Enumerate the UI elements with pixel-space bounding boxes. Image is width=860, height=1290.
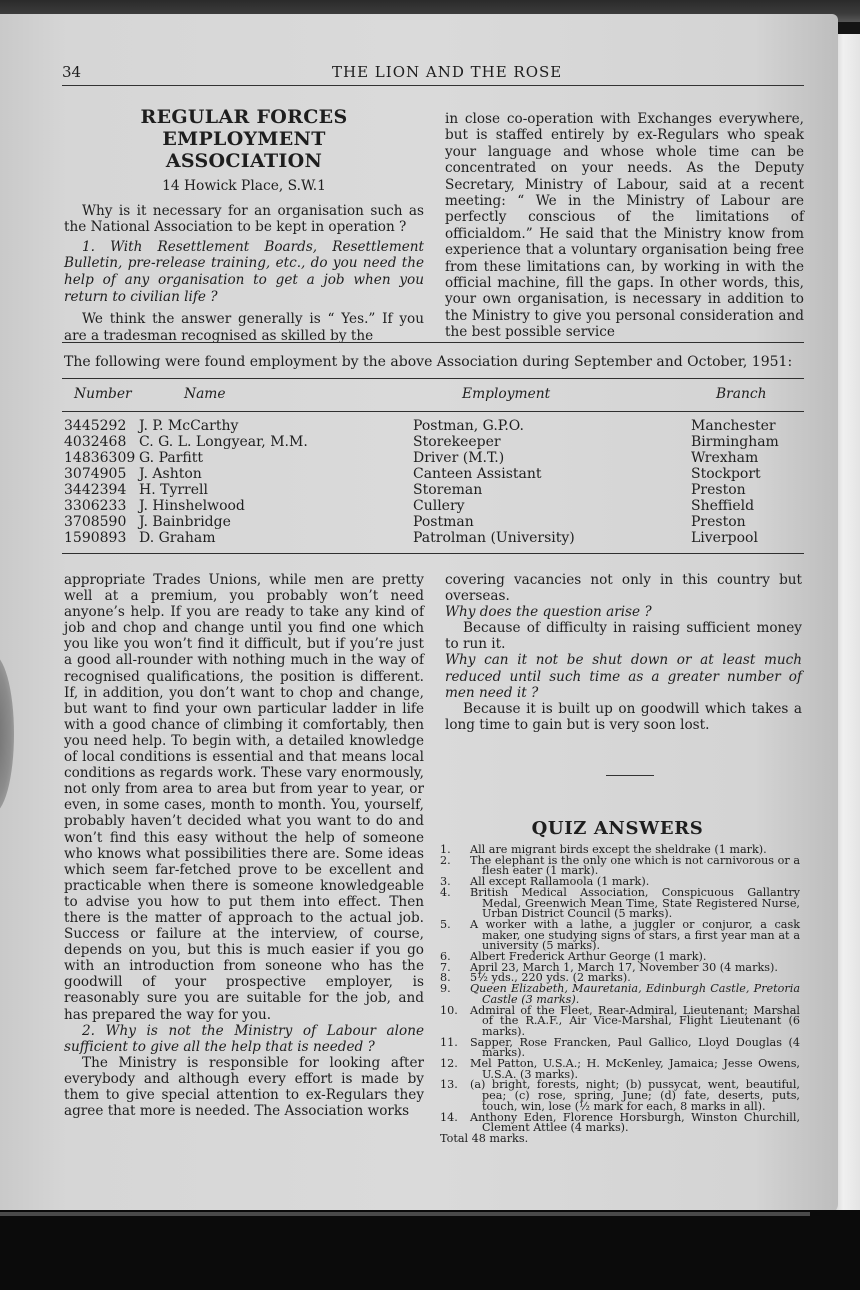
quiz-item — [440, 1080, 800, 1112]
th-number: Number — [74, 386, 132, 402]
quiz-item-number: 1. — [440, 843, 451, 856]
quiz-item — [440, 1035, 800, 1060]
quiz-item-text: (a) bright, forests, night; (b) pussycat, went, beautiful, pea; (c) rose, spring, June; (d) fate, deserts, puts, touch, win, lose (½ mark for each, 8 marks in all). — [470, 1078, 800, 1113]
table-row — [64, 482, 804, 498]
cell-number: 3445292 — [64, 418, 127, 434]
right-col-bottom-text: covering vacancies not only in this country but overseas. — [445, 572, 802, 605]
quiz-item-number: 12. — [440, 1057, 458, 1071]
quiz-item — [440, 984, 800, 1005]
article-left-top — [64, 106, 424, 344]
table-caption: The following were found employment by the above Association during September and October, 1951: — [64, 354, 793, 370]
cell-employment: Canteen Assistant — [413, 466, 542, 482]
headline-line-2: ASSOCIATION — [165, 150, 323, 172]
journal-title: THE LION AND THE ROSE — [332, 63, 563, 81]
quiz-item-text: British Medical Association, Conspicuous Gallantry Medal, Greenwich Mean Time, State Registered Nurse, Urban District Council (5 marks). — [470, 885, 800, 921]
section-divider — [606, 775, 654, 776]
article-right-bottom — [445, 572, 802, 733]
quiz-total: Total 48 marks. — [440, 1131, 529, 1145]
left-col-bottom-text: appropriate Trades Unions, while men are pretty well at a premium, you probably won’t need anyone’s help. If you are ready to take any kind of job and chop and change until you find one which you like you won’t find it difficult, but if you’re just a good all-rounder with nothing much in the way of recognised qualifications, the position is different. If, in addition, you don’t want to chop and change, but want to find your own particular ladder in life with a good chance of climbing it comfortably, then you need help. To begin with, a detailed knowledge of local conditions is essential and that means local conditions as regards work. These vary enormously, not only from area to area but from year to year, or even, in some cases, month to month. You, yourself, probably haven’t decided what you want to do and won’t find this easy without the help of someone who knows what possibilities there are. Some ideas which seem far-fetched prove to be excellent and practicable when there is someone knowledgeable to advise you how to put them into effect. Then there is the matter of approach to the actual job. Success or failure at the interview, of course, depends on you, but this is much easier if you go with an introduction from soneone who has the goodwill of your prospective employer, is reasonably sure you are suitable for the job, and has prepared the way for you. — [64, 572, 424, 1023]
question-2: 2. Why is not the Ministry of Labour alone sufficient to give all the help that is needed ? — [64, 1022, 424, 1055]
quiz-item-number: 13. — [440, 1078, 458, 1092]
cell-branch: Manchester — [691, 418, 776, 434]
quiz-item-number: 5. — [440, 917, 451, 931]
cell-branch: Birmingham — [691, 434, 779, 450]
page-number: 34 — [62, 63, 82, 81]
table-bottom-rule — [62, 553, 804, 554]
quiz-item-text: 5½ yds., 220 yds. (2 marks). — [470, 971, 631, 985]
quiz-item — [440, 917, 800, 953]
cell-employment: Storekeeper — [413, 434, 501, 450]
quiz-item-text: Sapper, Rose Francken, Paul Gallico, Lloyd Douglas (4 marks). — [470, 1035, 800, 1060]
quiz-item-number: 3. — [440, 875, 451, 889]
cell-number: 3442394 — [64, 482, 127, 498]
running-head — [62, 63, 804, 86]
table-header-top-rule — [62, 378, 804, 379]
question-3: Why does the question arise ? — [445, 604, 652, 621]
quiz-item-number: 7. — [440, 960, 451, 974]
quiz-item-number: 9. — [440, 982, 451, 996]
cell-number: 1590893 — [64, 530, 127, 546]
cell-name: J. Bainbridge — [139, 514, 231, 530]
cell-name: D. Graham — [139, 530, 216, 546]
quiz-item — [440, 1059, 800, 1080]
answer-2: The Ministry is responsible for looking after everybody and although every effort is made by them to give special attention to ex-Regulars they agree that more is needed. The Association works — [64, 1054, 424, 1120]
cell-employment: Cullery — [413, 498, 465, 514]
quiz-answers-list — [440, 845, 800, 1145]
cell-number: 3306233 — [64, 498, 127, 514]
cell-employment: Storeman — [413, 482, 483, 498]
cell-employment: Postman, G.P.O. — [413, 418, 524, 434]
cell-employment: Patrolman (University) — [413, 530, 575, 546]
cell-branch: Stockport — [691, 466, 761, 482]
article-right-top — [445, 111, 804, 341]
quiz-item — [440, 1110, 800, 1135]
quiz-item-text: Mel Patton, U.S.A.; H. McKenley, Jamaica; Jesse Owens, U.S.A. (3 marks). — [470, 1057, 800, 1081]
cell-employment: Postman — [413, 514, 474, 530]
table-header-bottom-rule — [62, 411, 804, 412]
table-row — [64, 434, 804, 450]
cell-branch: Wrexham — [691, 450, 759, 466]
cell-branch: Preston — [691, 482, 746, 498]
table-row — [64, 530, 804, 546]
quiz-title: QUIZ ANSWERS — [531, 818, 704, 839]
quiz-item — [440, 885, 800, 921]
headline-line-1: REGULAR FORCES EMPLOYMENT — [140, 106, 348, 150]
cell-number: 4032468 — [64, 434, 127, 450]
question-1: 1. With Resettlement Boards, Resettlement Bulletin, pre-release training, etc., do you need the help of any organisation to get a job when you return to civilian life ? — [64, 238, 424, 305]
table-row — [64, 450, 804, 466]
cell-branch: Liverpool — [691, 530, 758, 546]
answer-1-start: We think the answer generally is “ Yes.” If you are a tradesman recognised as skilled by the — [64, 311, 424, 344]
quiz-item — [440, 1003, 800, 1038]
table-row — [64, 466, 804, 482]
table-row — [64, 418, 804, 434]
right-col-top-text: in close co-operation with Exchanges everywhere, but is staffed entirely by ex-Regulars who speak your language and whose whole time can be concentrated on your needs. As the Deputy Secretary, Ministry of Labour, said at a recent meeting: “ We in the Ministry of Labour are perfectly conscious of the limitations of officialdom.” He said that the Ministry know from experience that a voluntary organisation being free from these limitations can, by working in with the official machine, fill the gaps. In other words, this, your own organisation, is necessary in addition to the Ministry to give you personal consideration and the best possible service — [445, 111, 804, 341]
question-4: Why can it not be shut down or at least much reduced until such time as a greater number of men need it ? — [445, 652, 802, 701]
table-row — [64, 514, 804, 530]
cell-employment: Driver (M.T.) — [413, 450, 505, 466]
table-row — [64, 498, 804, 514]
quiz-item-number: 6. — [440, 950, 451, 964]
th-branch: Branch — [716, 386, 767, 402]
article-address: 14 Howick Place, S.W.1 — [162, 178, 326, 194]
quiz-item-number: 10. — [440, 1003, 458, 1017]
th-employment: Employment — [462, 386, 551, 402]
answer-4: Because it is built up on goodwill which takes a long time to gain but is very soon lost. — [445, 700, 802, 733]
book-bottom-edge — [0, 1210, 860, 1290]
quiz-item-text: Queen Elizabeth, Mauretania, Edinburgh Castle, Pretoria Castle (3 marks). — [470, 982, 800, 1006]
table-top-rule — [62, 342, 804, 343]
quiz-item-text: Anthony Eden, Florence Horsburgh, Winston Churchill, Clement Attlee (4 marks). — [470, 1110, 800, 1135]
cell-name: C. G. L. Longyear, M.M. — [139, 434, 308, 450]
quiz-item-number: 2. — [440, 853, 451, 867]
quiz-item-number: 14. — [440, 1110, 458, 1124]
article-left-bottom — [64, 572, 424, 1119]
cell-branch: Sheffield — [691, 498, 755, 514]
intro-question: Why is it necessary for an organisation such as the National Association to be kept in operation ? — [64, 202, 424, 236]
cell-name: J. Ashton — [139, 466, 202, 482]
cell-number: 3708590 — [64, 514, 127, 530]
quiz-item-text: A worker with a lathe, a juggler or conjuror, a cask maker, one studying signs of stars, a first year man at a university (5 marks). — [470, 917, 800, 953]
cell-number: 3074905 — [64, 466, 127, 482]
th-name: Name — [184, 386, 226, 402]
quiz-item-number: 8. — [440, 971, 451, 985]
article-headline — [64, 106, 424, 172]
quiz-item-number: 4. — [440, 885, 451, 899]
cell-name: H. Tyrrell — [139, 482, 208, 498]
thumb-shadow — [0, 654, 14, 814]
quiz-item-text: Albert Frederick Arthur George (1 mark). — [470, 950, 707, 964]
cell-name: G. Parfitt — [139, 450, 204, 466]
quiz-item-text: The elephant is the only one which is not carnivorous or a flesh eater (1 mark). — [470, 853, 800, 878]
cell-number: 14836309 — [64, 450, 136, 466]
cell-branch: Preston — [691, 514, 746, 530]
employment-table-body — [64, 418, 804, 546]
quiz-item-text: April 23, March 1, March 17, November 30 (4 marks). — [470, 960, 778, 974]
quiz-item-text: Admiral of the Fleet, Rear-Admiral, Lieutenant; Marshal of the R.A.F., Air Vice-Marshal, Flight Lieutenant (6 marks). — [470, 1003, 800, 1038]
quiz-item — [440, 853, 800, 878]
answer-3: Because of difficulty in raising sufficient money to run it. — [445, 620, 802, 653]
quiz-item-number: 11. — [440, 1035, 458, 1049]
quiz-item-text: All except Rallamoola (1 mark). — [470, 875, 650, 889]
cell-name: J. P. McCarthy — [139, 418, 239, 434]
cell-name: J. Hinshelwood — [139, 498, 245, 514]
quiz-item-text: All are migrant birds except the sheldrake (1 mark). — [470, 843, 767, 856]
